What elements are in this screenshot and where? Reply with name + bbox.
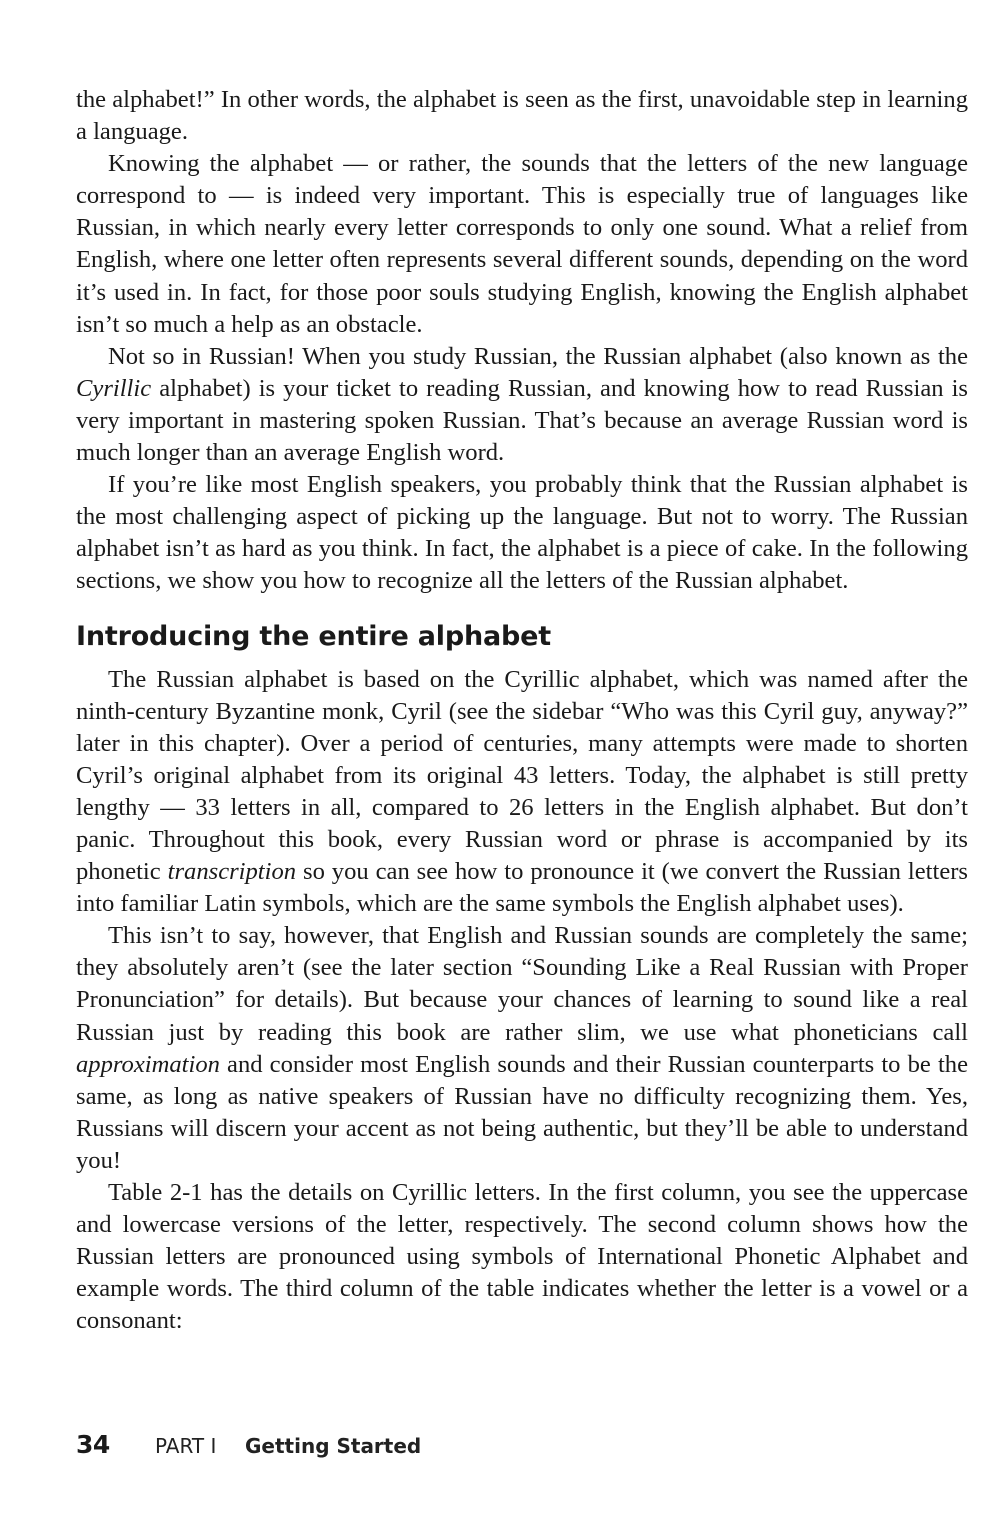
paragraph xyxy=(76,469,968,597)
text-run: Knowing the alphabet — or rather, the sounds that the letters of the new language correspond to — is indeed very important. This is especially true of languages like Russian, in which nearly every letter corresponds to only one sound. What a relief from English, where one letter often represents several different sounds, depending on the word it’s used in. In fact, for those poor souls studying English, knowing the English alphabet isn’t so much a help as an obstacle. xyxy=(76,150,968,338)
text-run: and consider most English sounds and their Russian counterparts to be the same, as long as native speakers of Russian have no difficulty recognizing them. Yes, Russians will discern your accent as not being authentic, but they’ll be able to understand you! xyxy=(76,1050,968,1174)
paragraph xyxy=(76,920,968,1177)
paragraph xyxy=(76,1177,968,1337)
text-run: the alphabet!” In other words, the alphabet is seen as the first, unavoidable step in learning a language. xyxy=(76,86,968,146)
paragraph xyxy=(76,341,968,469)
italic-term: approximation xyxy=(76,1050,220,1078)
section-heading: Introducing the entire alphabet xyxy=(76,620,551,652)
running-section-title: Getting Started xyxy=(245,1434,422,1458)
text-run: The Russian alphabet is based on the Cyrillic alphabet, which was named after the ninth-century Byzantine monk, Cyril (see the sidebar “Who was this Cyril guy, anyway?” later in this chapter). Over a period of centuries, many attempts were made to shorten Cyril’s original alphabet from its original 43 letters. Today, the alphabet is still pretty lengthy — 33 letters in all, compared to 26 letters in the English alphabet. But don’t panic. Throughout this book, every Russian word or phrase is accompanied by its phonetic xyxy=(76,665,968,886)
page-body xyxy=(76,84,968,1337)
paragraph xyxy=(76,664,968,921)
part-label: PART I xyxy=(155,1434,217,1458)
italic-term: Cyrillic xyxy=(76,374,152,402)
intro-text-block xyxy=(76,84,968,598)
text-run: Table 2-1 has the details on Cyrillic letters. In the first column, you see the uppercase and lowercase versions of the letter, respectively. The second column shows how the Russian letters are pronounced using symbols of International Phonetic Alphabet and example words. The third column of the table indicates whether the letter is a vowel or a consonant: xyxy=(76,1179,968,1335)
text-run: Not so in Russian! When you study Russian, the Russian alphabet (also known as the xyxy=(108,342,968,370)
page-number: 34 xyxy=(76,1430,110,1459)
section-text-block xyxy=(76,664,968,1338)
text-run: If you’re like most English speakers, you probably think that the Russian alphabet is the most challenging aspect of picking up the language. But not to worry. The Russian alphabet isn’t as hard as you think. In fact, the alphabet is a piece of cake. In the following sections, we show you how to recognize all the letters of the Russian alphabet. xyxy=(76,471,968,595)
paragraph xyxy=(76,84,968,148)
text-run: This isn’t to say, however, that English and Russian sounds are completely the same; they absolutely aren’t (see the later section “Sounding Like a Real Russian with Proper Pronunciation” for details). But because your chances of learning to sound like a real Russian just by reading this book are rather slim, we use what phoneticians call xyxy=(76,922,968,1046)
italic-term: transcription xyxy=(167,858,297,886)
text-run: so you can see how to pronounce it (we convert the Russian letters into familiar Latin symbols, which are the same symbols the English alphabet uses). xyxy=(76,858,969,918)
paragraph xyxy=(76,148,968,341)
text-run: alphabet) is your ticket to reading Russian, and knowing how to read Russian is very important in mastering spoken Russian. That’s because an average Russian word is much longer than an average English word. xyxy=(76,374,968,467)
